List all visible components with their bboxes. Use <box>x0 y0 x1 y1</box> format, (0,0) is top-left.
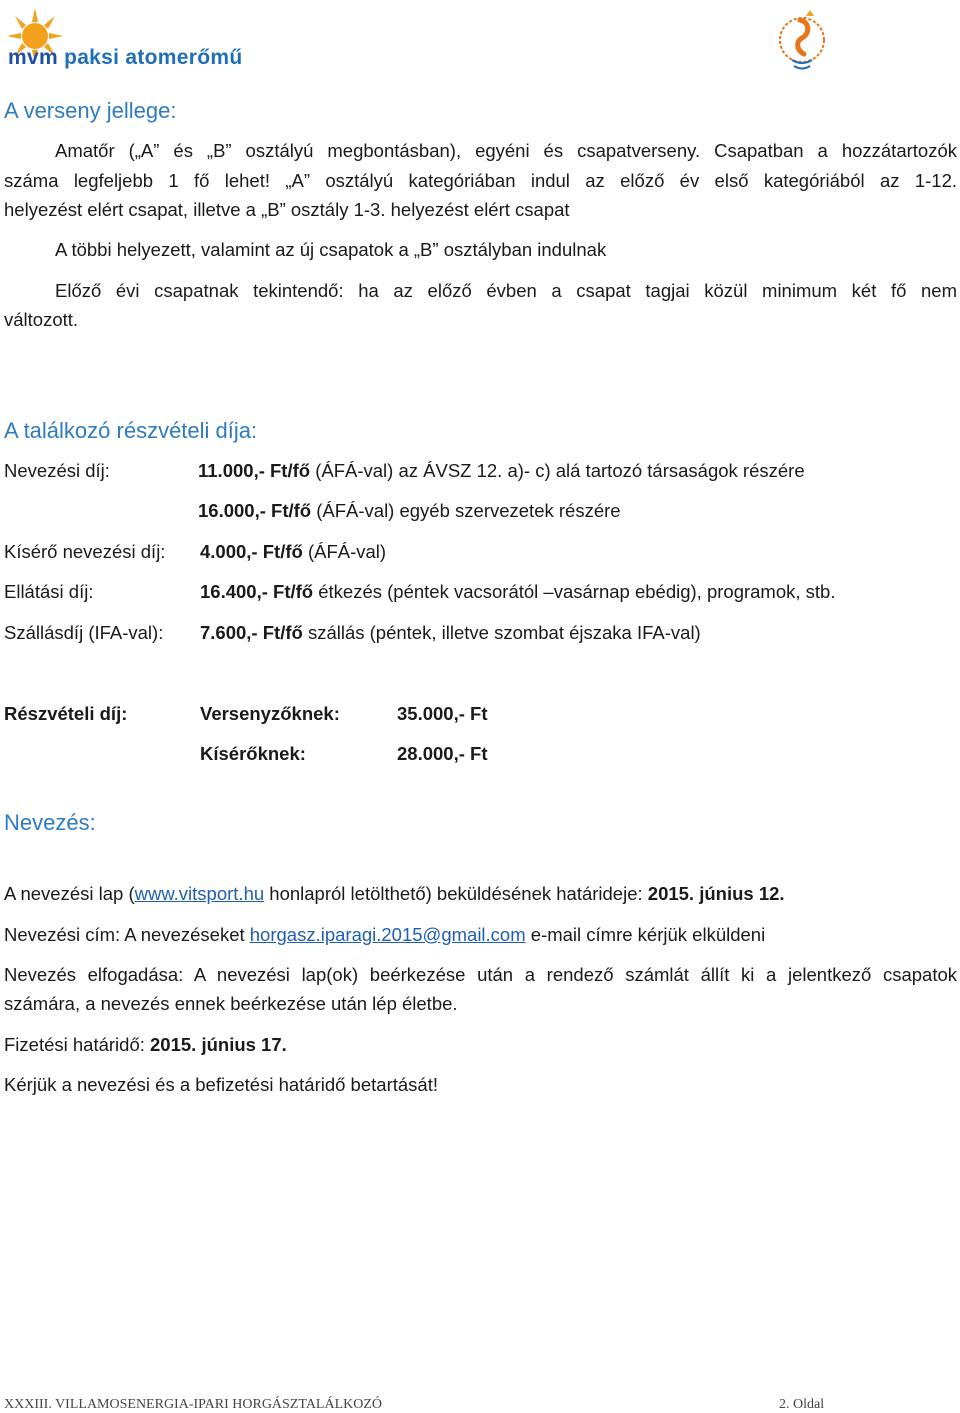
fee-recipient: Kísérőknek: <box>200 743 306 764</box>
fee-description: étkezés (péntek vacsorától –vasárnap ebédig), programok, stb. <box>313 581 836 602</box>
fee-label: Nevezési díj: <box>4 460 110 481</box>
fee-description: szállás (péntek, illetve szombat éjszaka IFA-val) <box>302 622 701 643</box>
fee-value <box>200 622 701 644</box>
email-link[interactable]: horgasz.iparagi.2015@gmail.com <box>249 924 526 945</box>
payment-deadline <box>4 1034 287 1056</box>
text: e-mail címre kérjük elküldeni <box>525 924 766 945</box>
participation-fee-label: Részvételi díj: <box>4 703 128 724</box>
fee-recipient: Versenyzőknek: <box>200 703 340 724</box>
fee-amount: 11.000,- Ft/fő <box>198 460 311 481</box>
angling-club-emblem-icon <box>776 4 828 78</box>
logo-company-name: paksi atomerőmű <box>64 46 243 69</box>
text: honlapról letölthető) beküldésének határideje: <box>264 883 648 904</box>
footer-title: XXXIII. VILLAMOSENERGIA-IPARI HORGÁSZTALÁLKOZÓ <box>4 1397 383 1412</box>
deadline-date: 2015. június 12. <box>647 883 785 904</box>
logo-text <box>8 46 242 70</box>
paragraph-line: A többi helyezett, valamint az új csapatok a „B” osztályban indulnak <box>55 239 607 260</box>
fee-value <box>198 460 805 482</box>
fee-amount: 4.000,- Ft/fő <box>200 541 303 562</box>
fee-value <box>200 581 835 603</box>
text: Nevezési cím: A nevezéseket <box>4 924 250 945</box>
fee-amount: 16.400,- Ft/fő <box>200 581 314 602</box>
paragraph-line: száma legfeljebb 1 fő lehet! „A” osztályú kategóriában indul az előző év első kategóriából az 1-12. <box>4 170 957 191</box>
fee-label: Szállásdíj (IFA-val): <box>4 622 164 643</box>
fee-value <box>200 541 386 563</box>
fee-description: (ÁFÁ-val) az ÁVSZ 12. a)- c) alá tartozó társaságok részére <box>310 460 805 481</box>
closing-request: Kérjük a nevezési és a befizetési határidő betartását! <box>4 1074 438 1095</box>
fee-description: (ÁFÁ-val) <box>302 541 387 562</box>
paragraph-line: változott. <box>4 309 79 330</box>
logo-mvm: mvm <box>8 46 58 69</box>
section-heading-participation-fee: A találkozó részvételi díja: <box>4 418 258 443</box>
fee-description: (ÁFÁ-val) egyéb szervezetek részére <box>311 500 621 521</box>
fee-value <box>198 500 621 522</box>
paragraph-line: helyezést elért csapat, illetve a „B” osztály 1-3. helyezést elért csapat <box>4 199 570 220</box>
text: Fizetési határidő: <box>4 1034 151 1055</box>
fee-amount: 7.600,- Ft/fő <box>200 622 303 643</box>
fee-amount: 16.000,- Ft/fő <box>198 500 312 521</box>
paragraph-line: Nevezés elfogadása: A nevezési lap(ok) beérkezése után a rendező számlát állít ki a jelentkező csapatok <box>4 964 957 985</box>
fee-total: 35.000,- Ft <box>397 703 488 724</box>
page-number: 2. Oldal <box>779 1397 825 1412</box>
text: A nevezési lap ( <box>4 883 135 904</box>
section-heading-registration: Nevezés: <box>4 810 96 835</box>
website-link[interactable]: www.vitsport.hu <box>134 883 265 904</box>
fee-label: Kísérő nevezési díj: <box>4 541 166 562</box>
paragraph-line: Előző évi csapatnak tekintendő: ha az előző évben a csapat tagjai közül minimum két fő nem <box>55 280 957 301</box>
registration-address <box>4 924 765 946</box>
paragraph-line: Amatőr („A” és „B” osztályú megbontásban), egyéni és csapatverseny. Csapatban a hozzátartozók <box>55 140 957 161</box>
fee-label: Ellátási díj: <box>4 581 94 602</box>
fee-total: 28.000,- Ft <box>397 743 488 764</box>
payment-deadline-date: 2015. június 17. <box>150 1034 287 1055</box>
section-heading-competition-type: A verseny jellege: <box>4 98 177 123</box>
registration-deadline <box>4 883 785 905</box>
paragraph-line: számára, a nevezés ennek beérkezése után lép életbe. <box>4 993 458 1014</box>
